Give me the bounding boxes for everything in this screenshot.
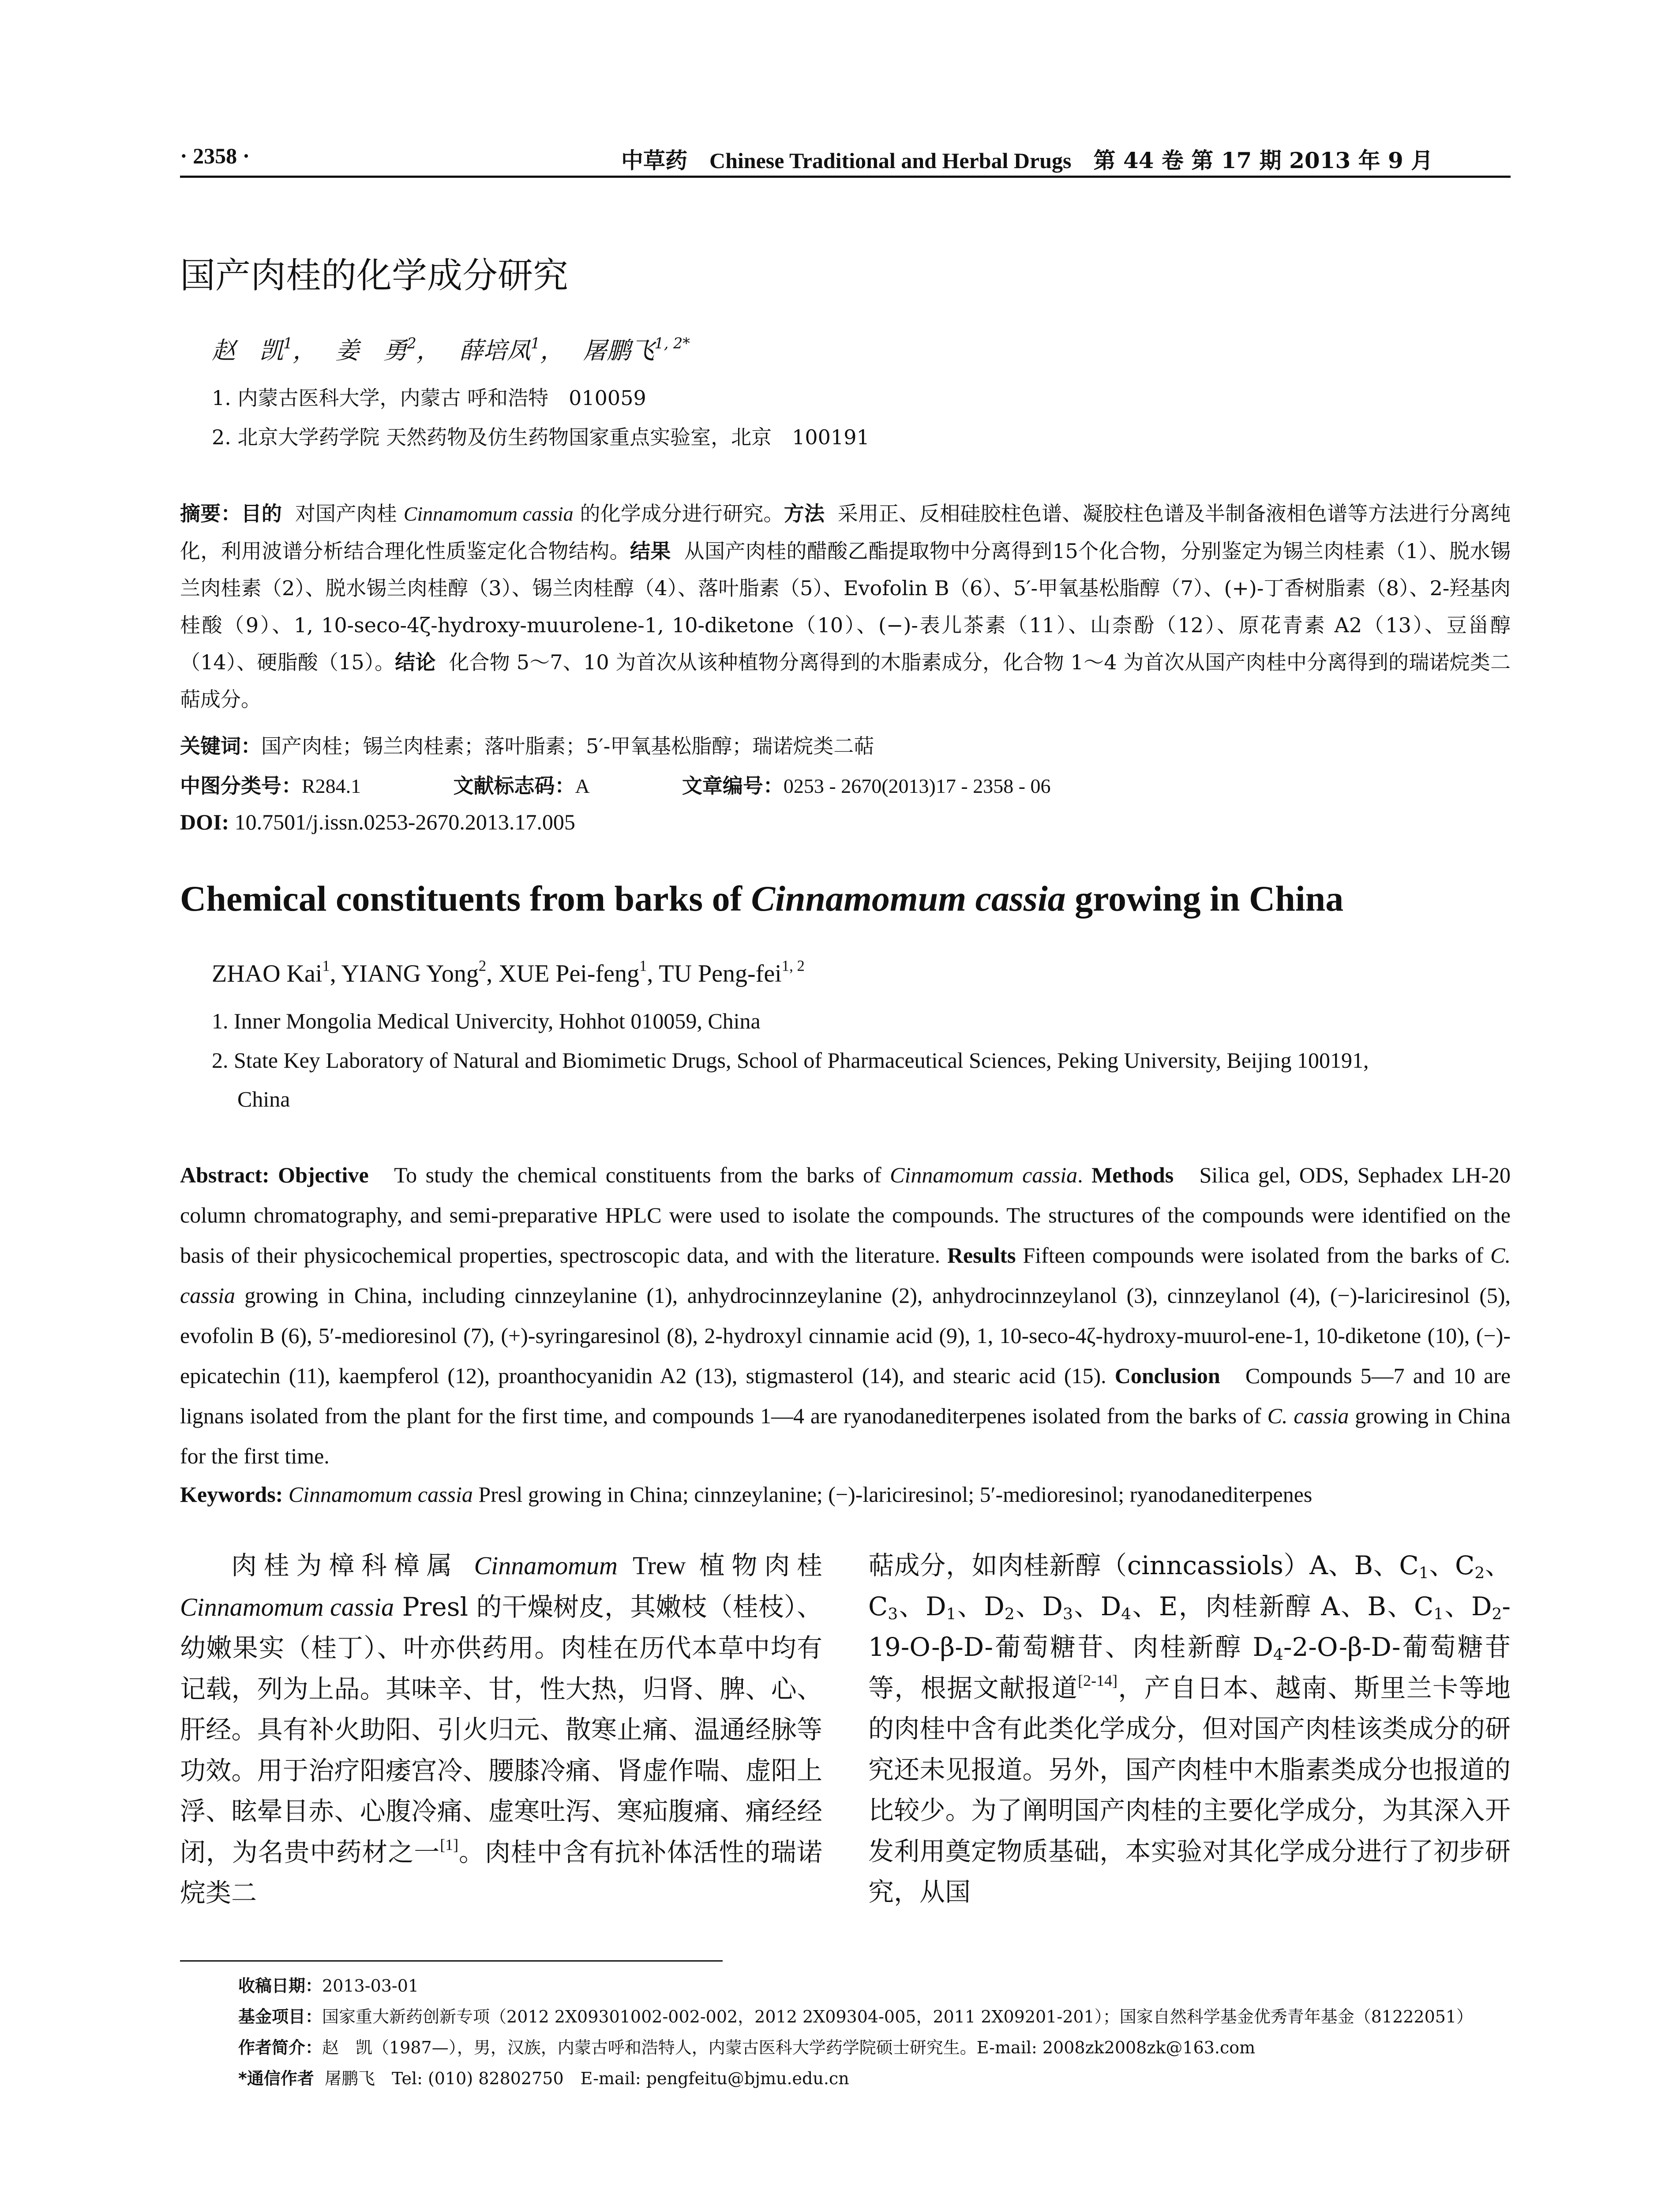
- issue-info: 第 44 卷 第 17 期 2013 年 9 月: [1093, 147, 1433, 173]
- article-no-label: 文章编号：: [682, 774, 784, 798]
- author-en: XUE Pei-feng: [499, 960, 640, 987]
- citation-ref: [1]: [440, 1835, 459, 1853]
- results-label: Results: [947, 1243, 1016, 1268]
- page-number: · 2358 ·: [180, 143, 250, 168]
- keywords-text: 国产肉桂；锡兰肉桂素；落叶脂素；5′-甲氧基松脂醇；瑞诺烷类二萜: [261, 734, 874, 758]
- body-column-left: [180, 1545, 822, 1913]
- author-sup: 1: [639, 957, 647, 975]
- subscript: 1: [946, 1605, 956, 1623]
- keywords-text: Presl growing in China; cinnzeylanine; (−)-lariciresinol; 5′-medioresinol; ryanodanediterpenes: [478, 1482, 1312, 1507]
- subscript: 3: [1063, 1605, 1073, 1623]
- body-text: 萜成分，如肉桂新醇（cinncassiols）A、B、C: [868, 1550, 1419, 1580]
- affiliation-cn: 2. 北京大学药学院 天然药物及仿生药物国家重点实验室，北京 100191: [212, 425, 870, 449]
- author-en: ZHAO Kai: [212, 960, 322, 987]
- abstract-cn: [180, 495, 1511, 718]
- doc-code-value: A: [575, 775, 590, 797]
- journal-line: [621, 143, 1433, 175]
- objective-text: 的化学成分进行研究。: [580, 502, 784, 525]
- journal-name-en: Chinese Traditional and Herbal Drugs: [709, 148, 1072, 173]
- doi-value: 10.7501/j.issn.0253-2670.2013.17.005: [234, 810, 575, 834]
- footnote-text: 屠鹏飞 Tel: (010) 82802750 E-mail: pengfeitu@bjmu.edu.cn: [325, 2069, 849, 2088]
- author-cn: 屠鹏飞: [583, 337, 655, 364]
- footnote-fund: [238, 2003, 1473, 2027]
- running-header: [180, 140, 1511, 176]
- citation-ref: [2-14]: [1078, 1671, 1118, 1689]
- methods-label: 方法: [784, 502, 825, 525]
- author-sup: 2: [407, 334, 416, 352]
- title-en-species: Cinnamomum cassia: [751, 878, 1066, 919]
- title-en-part: Chemical constituents from barks of: [180, 878, 751, 919]
- affiliation-cn: 1. 内蒙古医科大学，内蒙古 呼和浩特 010059: [212, 386, 646, 410]
- conclusion-label: Conclusion: [1114, 1363, 1220, 1388]
- subscript: 3: [888, 1605, 898, 1623]
- species-short: C. cassia: [1267, 1403, 1349, 1428]
- author-en: YIANG Yong: [341, 960, 479, 987]
- body-text: Presl 的干燥树皮，其嫩枝（桂枝）、幼嫩果实（桂丁）、叶亦供药用。肉桂在历代本草中均有记载，列为上品。其味辛、甘，性大热，归肾、脾、心、肝经。具有补火助阳、引火归元、散寒止痛、温通经脉等功效。用于治疗阳痿宫冷、腰膝冷痛、肾虚作喘、虚阳上浮、眩晕目赤、心腹冷痛、虚寒吐泻、寒疝腹痛、痛经经闭，为名贵中药材之一: [180, 1591, 822, 1867]
- conclusion-text: 化合物 5～7、10 为首次从该种植物分离得到的木脂素成分，化合物 1～4 为首次从国产肉桂中分离得到的瑞诺烷类二萜成分。: [180, 650, 1511, 711]
- body-text: 、D: [1072, 1591, 1121, 1621]
- keywords-cn: [180, 730, 874, 759]
- footnote-text: 赵 凯（1987—），男，汉族，内蒙古呼和浩特人，内蒙古医科大学药学院硕士研究生。E-mail: 2008zk2008zk@163.com: [322, 2038, 1256, 2057]
- author-en: TU Peng-fei: [659, 960, 782, 987]
- genus-name: Cinnamomum: [474, 1551, 618, 1580]
- clc-value: R284.1: [302, 775, 361, 797]
- authors-en: ZHAO Kai$^1$, YIANG Yong$^2$, XUE Pei-feng$^1$, TU Peng-fei$^{1, 2}$: [212, 957, 805, 987]
- article-no-value: 0253 - 2670(2013)17 - 2358 - 06: [783, 775, 1051, 797]
- author-sup: 2: [478, 957, 487, 975]
- body-text: 、D: [956, 1591, 1005, 1621]
- species-name: Cinnamomum cassia: [180, 1592, 394, 1621]
- abstract-label: 摘要：: [180, 502, 241, 525]
- authors-cn: 赵 凯$^1$， 姜 勇$^2$， 薛培凤$^1$， 屠鹏飞$^{1, 2*}$: [212, 334, 690, 364]
- keywords-species: Cinnamomum cassia: [288, 1482, 473, 1507]
- body-text: 、E，肉桂新醇 A、B、C: [1131, 1591, 1434, 1621]
- subscript: 4: [1121, 1605, 1132, 1623]
- author-cn: 姜 勇: [335, 337, 407, 364]
- title-cn: 国产肉桂的化学成分研究: [180, 255, 568, 296]
- objective-text: 对国产肉桂: [295, 502, 397, 525]
- subscript: 2: [1004, 1605, 1015, 1623]
- doi-line: [180, 809, 575, 835]
- abstract-label: Abstract:: [180, 1163, 270, 1187]
- subscript: 4: [1273, 1645, 1283, 1664]
- footnote-received: [238, 1972, 419, 1996]
- conclusion-text: Compounds 5—7 and 10 are lignans isolated from the plant for the first time, and compounds 1—4 are ryanodanediterpenes isolated from the barks of: [180, 1363, 1511, 1428]
- keywords-en: [180, 1474, 1511, 1515]
- doi-label: DOI:: [180, 810, 229, 834]
- objective-label: 目的: [241, 502, 282, 525]
- title-en: [180, 878, 1343, 919]
- journal-name-cn: 中草药: [621, 147, 687, 173]
- body-text: 、D: [1444, 1591, 1492, 1621]
- species-name: Cinnamomum cassia: [403, 503, 574, 525]
- clc-label: 中图分类号：: [180, 774, 302, 798]
- subscript: 1: [1418, 1564, 1429, 1582]
- subscript: 2: [1474, 1564, 1485, 1582]
- results-label: 结果: [630, 539, 671, 563]
- author-cn: 薛培凤: [459, 337, 531, 364]
- author-cn: 赵 凯: [212, 337, 283, 364]
- conclusion-label: 结论: [395, 650, 436, 674]
- keywords-label: 关键词：: [180, 734, 261, 758]
- footnote-text: 2013-03-01: [322, 1976, 419, 1996]
- author-sup: 1: [530, 334, 540, 352]
- body-text: 。肉桂中含有抗补体活性的瑞诺烷类二: [180, 1837, 822, 1908]
- methods-text: Silica gel, ODS, Sephadex LH-20 column chromatography, and semi-preparative HPLC were used to isolate the compounds. The structures of the compounds were identified on the basis of their physicochemical properties, spectroscopic data, and with the literature.: [180, 1163, 1511, 1268]
- affiliation-en: 1. Inner Mongolia Medical Univercity, Hohhot 010059, China: [212, 1009, 761, 1033]
- footnote-label: *通信作者: [238, 2069, 314, 2088]
- body-text: 、C: [1429, 1550, 1475, 1580]
- methods-label: Methods: [1091, 1163, 1174, 1187]
- footnote-text: 国家重大新药创新专项（2012 2X09301002-002-002，2012 2X09304-005，2011 2X09201-201）；国家自然科学基金优秀青年基金（81222051）: [322, 2007, 1474, 2026]
- author-sup: 1, 2*: [654, 334, 690, 352]
- body-text: 肉桂为樟科樟属: [231, 1550, 459, 1580]
- footnote-label: 收稿日期：: [238, 1976, 322, 1996]
- subscript: 1: [1433, 1605, 1444, 1623]
- results-text: growing in China, including cinnzeylanine (1), anhydrocinnzeylanine (2), anhydrocinnzeylanol (3), cinnzeylanol (4), (−)-lariciresinol (5), evofolin B (6), 5′-medioresinol (7), (+)-syringaresinol (8), 2-hydroxyl cinnamie acid (9), 1, 10-seco-4ζ-hydroxy-muurol-ene-1, 10-diketone (10), (−)-epicatechin (11), kaempferol (12), proanthocyanidin A2 (13), stigmasterol (14), and stearic acid (15).: [180, 1283, 1511, 1388]
- body-text: ，产自日本、越南、斯里兰卡等地的肉桂中含有此类化学成分，但对国产肉桂该类成分的研究还未见报道。另外，国产肉桂中木脂素类成分也报道的比较少。为了阐明国产肉桂的主要化学成分，为其深入开发利用奠定物质基础，本实验对其化学成分进行了初步研究，从国: [868, 1673, 1511, 1907]
- body-column-right: [868, 1545, 1511, 1913]
- subscript: 2: [1492, 1605, 1502, 1623]
- objective-text: To study the chemical constituents from the barks of: [394, 1163, 881, 1187]
- footnote-rule: [180, 1960, 723, 1962]
- conclusion-text: growing in China for the first time.: [180, 1403, 1511, 1468]
- title-en-part: growing in China: [1065, 878, 1344, 919]
- author-sup: 1: [322, 957, 330, 975]
- methods-text: 采用正、反相硅胶柱色谱、凝胶柱色谱及半制备液相色谱等方法进行分离纯化，利用波谱分析结合理化性质鉴定化合物结构。: [180, 502, 1511, 563]
- footnote-label: 基金项目：: [238, 2007, 322, 2026]
- classification-line: [180, 770, 1051, 799]
- species-short: C. cassia: [180, 1243, 1511, 1308]
- results-text: 从国产肉桂的醋酸乙酯提取物中分离得到15个化合物，分别鉴定为锡兰肉桂素（1）、脱水锡兰肉桂素（2）、脱水锡兰肉桂醇（3）、锡兰肉桂醇（4）、落叶脂素（5）、Evofolin B（6）、5′-甲氧基松脂醇（7）、(+)-丁香树脂素（8）、2-羟基肉桂酸（9）、1, 10-seco-4ζ-hydroxy-muurolene-1, 10-diketone（10）、(−)-表儿茶素（11）、山柰酚（12）、原花青素 A2（13）、豆甾醇（14）、硬脂酸（15）。: [180, 539, 1511, 674]
- body-text: 、D: [1014, 1591, 1063, 1621]
- results-text: Fifteen compounds were isolated from the barks of: [1023, 1243, 1484, 1268]
- body-text: 、C: [868, 1550, 1511, 1621]
- footnote-label: 作者简介：: [238, 2038, 322, 2057]
- species-name: Cinnamomum cassia: [890, 1163, 1078, 1187]
- header-rule: [180, 176, 1511, 178]
- keywords-label: Keywords:: [180, 1482, 283, 1507]
- body-text: -19-O-β-D-葡萄糖苷、肉桂新醇 D: [868, 1591, 1511, 1662]
- affiliation-en-cont: China: [237, 1087, 290, 1111]
- affiliation-en: 2. State Key Laboratory of Natural and Biomimetic Drugs, School of Pharmaceutical Sciences, Peking University, Beijing 100191,: [212, 1048, 1369, 1073]
- doc-code-label: 文献标志码：: [453, 774, 575, 798]
- author-sup: 1, 2: [781, 957, 805, 975]
- author-sup: 1: [283, 334, 293, 352]
- footnote-corresponding: [238, 2065, 849, 2089]
- body-text: -2-O-β-D-葡萄糖苷等，根据文献报道: [868, 1632, 1511, 1703]
- body-text: Trew 植物肉桂: [633, 1551, 823, 1580]
- body-text: 、D: [898, 1591, 946, 1621]
- abstract-en: Abstract: Objective To study the chemical constituents from the barks of Cinnamomum cassia. Methods Silica gel, ODS, Sephadex LH-20 column chromatography, and semi-preparative HPLC were used to isolate the compounds. The structures of the compounds were identified on the basis of their physicochemical properties, spectroscopic data, and with the literature. Results Fifteen compounds were isolated from the barks of C. cassia growing in China, including cinnzeylanine (1), anhydrocinnzeylanine (2), anhydrocinnzeylanol (3), cinnzeylanol (4), (−)-lariciresinol (5), evofolin B (6), 5′-medioresinol (7), (+)-syringaresinol (8), 2-hydroxyl cinnamie acid (9), 1, 10-seco-4ζ-hydroxy-muurol-ene-1, 10-diketone (10), (−)-epicatechin (11), kaempferol (12), proanthocyanidin A2 (13), stigmasterol (14), and stearic acid (15). Conclusion Compounds 5—7 and 10 are lignans isolated from the plant for the first time, and compounds 1—4 are ryanodanediterpenes isolated from the barks of C. cassia growing in China for the first time. Keywords: Cinnamomum cassia Presl growing in China; cinnzeylanine; (−)-lariciresinol; 5′-medioresinol; ryanodanediterpenes: [180, 1155, 1511, 1515]
- objective-label: Objective: [278, 1163, 369, 1187]
- footnote-author: [238, 2034, 1255, 2058]
